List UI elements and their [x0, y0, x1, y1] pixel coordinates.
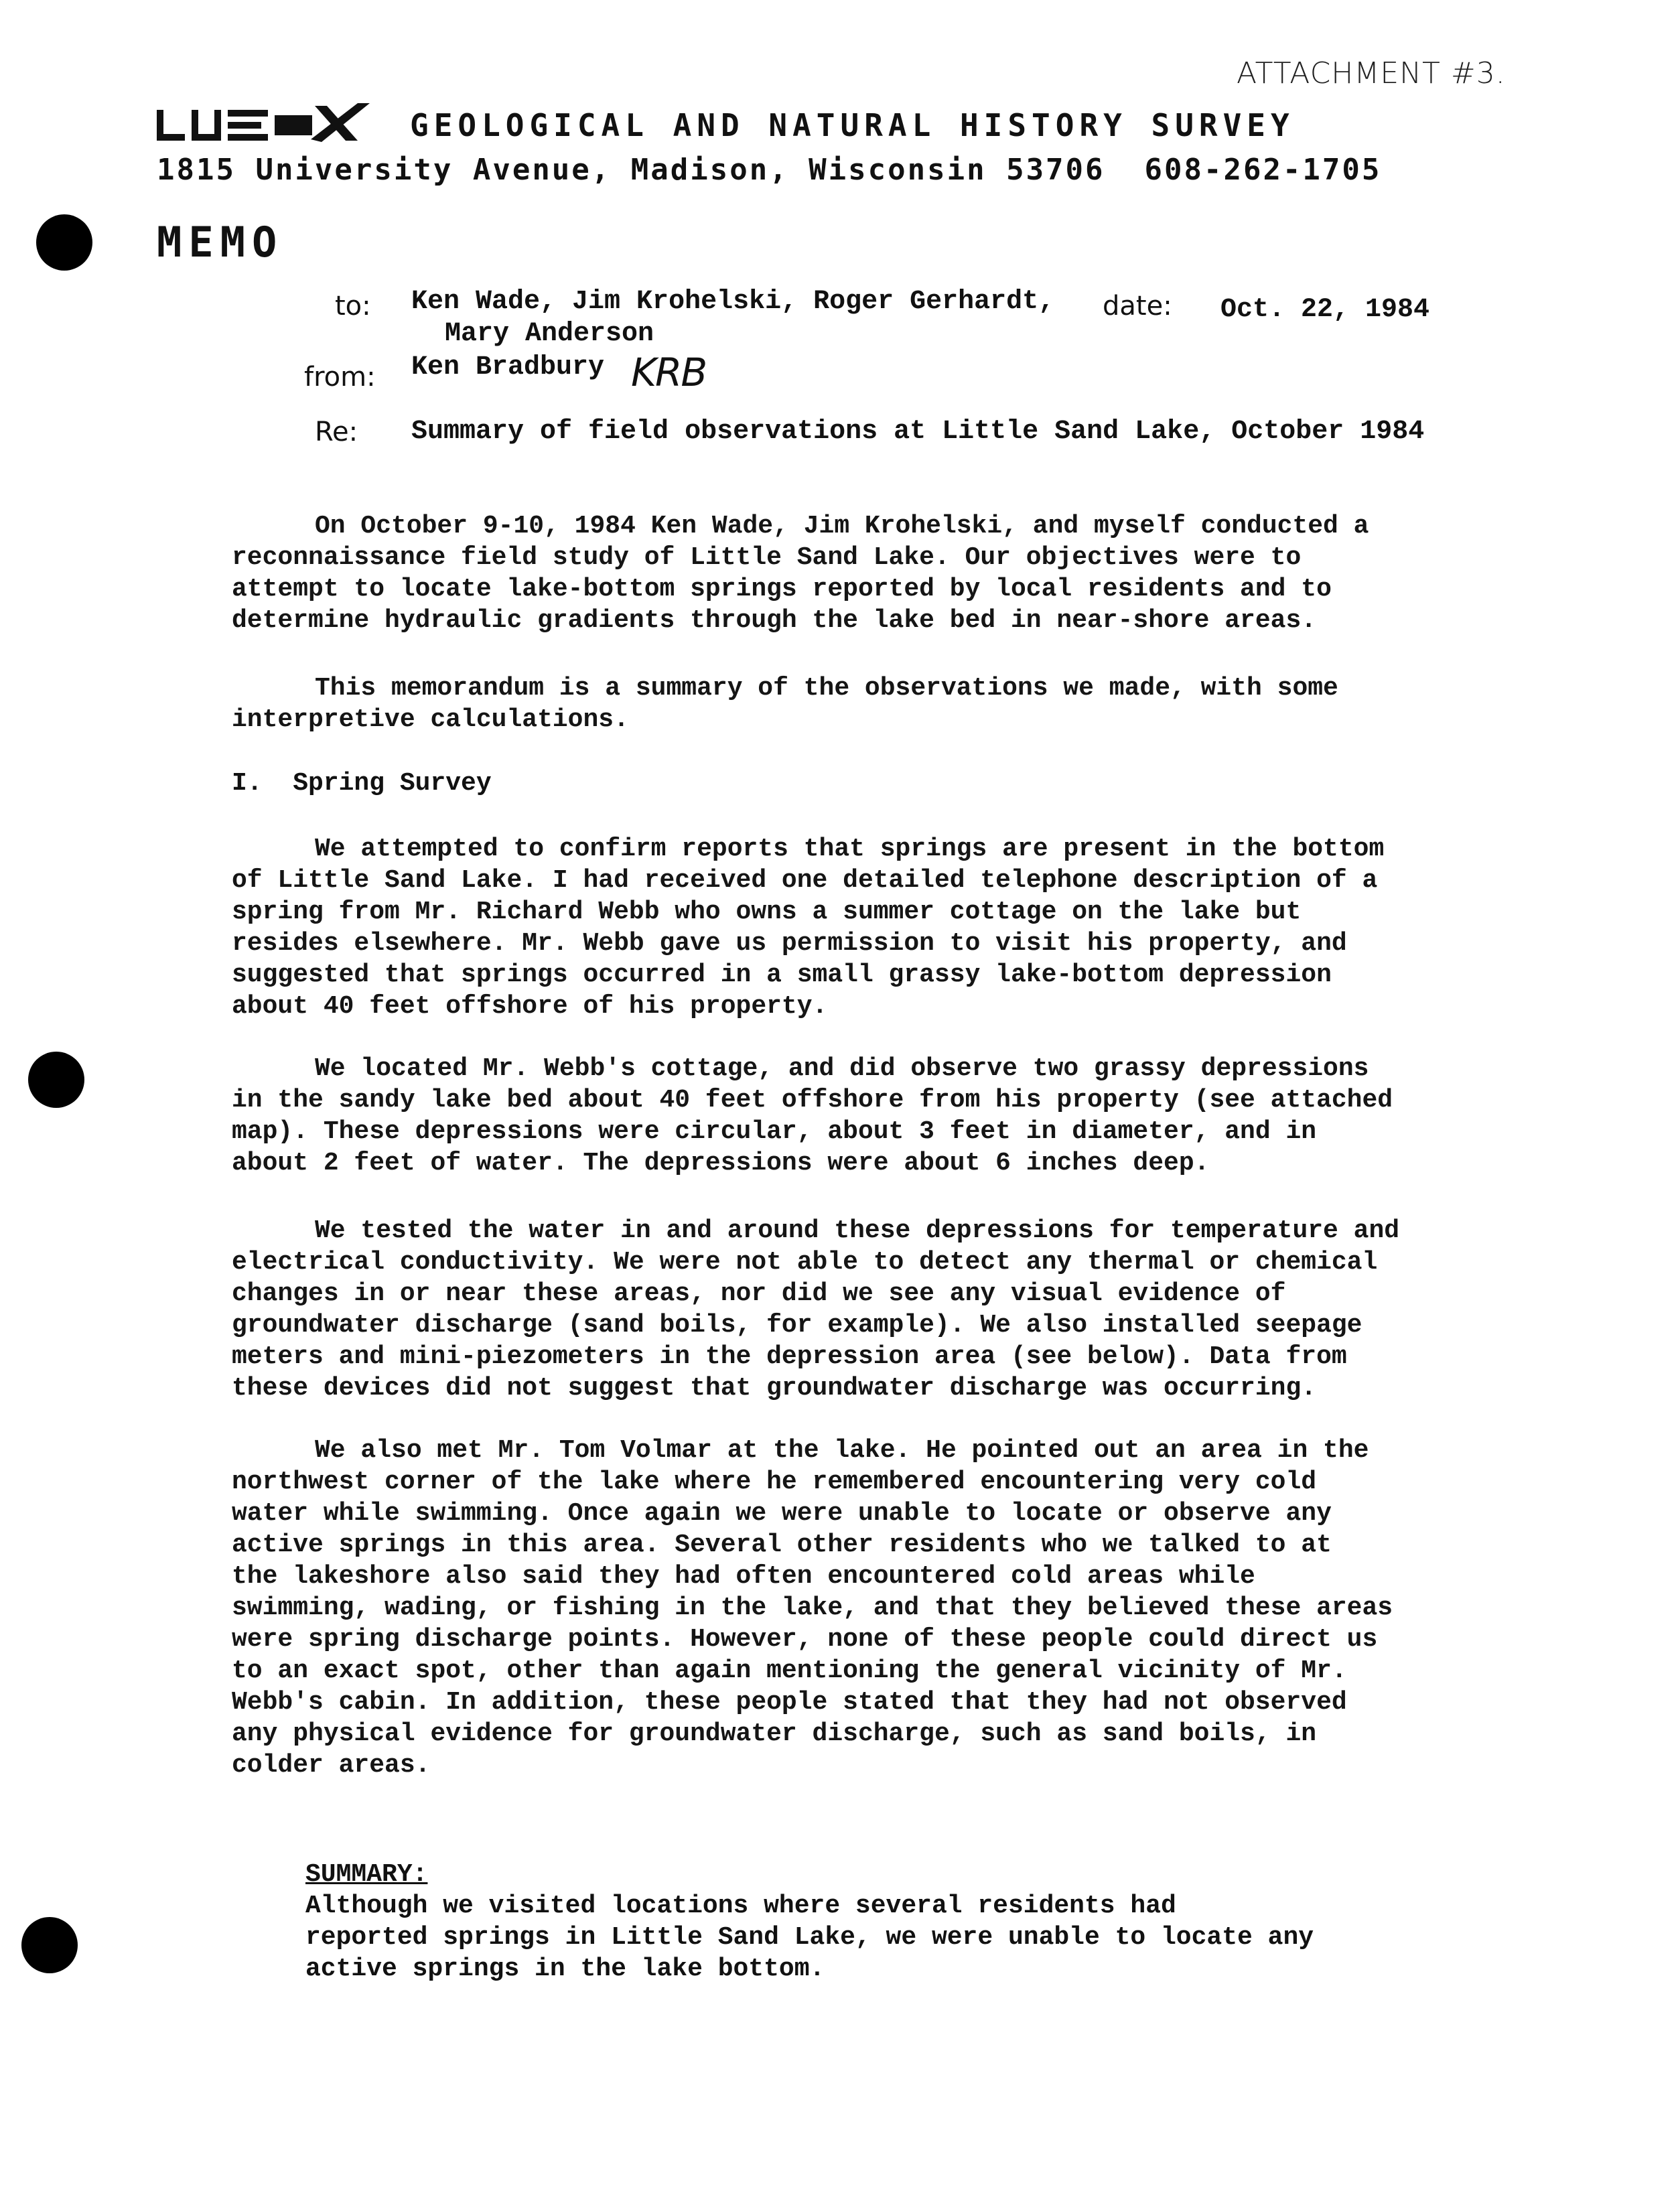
spring-paragraph-3: We tested the water in and around these depressions for temperature and electrical conductivity. We were not able to detect any thermal or chemical changes in or near these areas, nor did we see any visual evidence of groundwater discharge (sand boils, for example). We also installed seepage meters and mini-piezometers in the depression area (see below). Data from these devices did not suggest that groundwater discharge was occurring.	[232, 1216, 1400, 1403]
re-label: Re:	[315, 417, 358, 447]
binder-hole-bottom	[21, 1917, 78, 1973]
handwritten-initials: KRB	[631, 350, 707, 395]
date-label: date:	[1103, 291, 1172, 322]
from-value: Ken Bradbury	[411, 352, 605, 382]
subject-line: Summary of field observations at Little Sand Lake, October 1984	[411, 417, 1425, 447]
spring-paragraph-4: We also met Mr. Tom Volmar at the lake. He pointed out an area in the northwest corner of the lake where he remembered encountering very cold water while swimming. Once again we were unable to locate or observe any active springs in this area. Several other residents who we talked to at the lakeshore also said they had often encountered cold areas while swimming, wading, or fishing in the lake, and that they believed these areas were spring discharge points. However, none of these people could direct us to an exact spot, other than again mentioning the general vicinity of Mr. Webb's cabin. In addition, these people stated that they had not observed any physical evidence for groundwater discharge, such as sand boils, in colder areas.	[232, 1436, 1393, 1780]
section-heading: I. Spring Survey	[232, 769, 492, 798]
date-value: Oct. 22, 1984	[1220, 295, 1430, 325]
from-label: from:	[304, 362, 376, 393]
to-recipients-line2: Mary Anderson	[445, 319, 654, 349]
to-recipients-line1: Ken Wade, Jim Krohelski, Roger Gerhardt,	[411, 287, 1055, 317]
spring-paragraph-1: We attempted to confirm reports that springs are present in the bottom of Little Sand Lake. I had received one detailed telephone description of a spring from Mr. Richard Webb who owns a summer cottage on the lake but resides elsewhere. Mr. Webb gave us permission to visit his property, and suggested that springs occurred in a small grassy lake-bottom depression about 40 feet offshore of his property.	[232, 835, 1385, 1021]
summary-label: SUMMARY:	[305, 1860, 428, 1889]
binder-hole-middle	[28, 1052, 84, 1108]
memo-title: MEMO	[157, 218, 284, 267]
binder-hole-top	[36, 214, 92, 271]
organization-address: 1815 University Avenue, Madison, Wisconsin 53706 608-262-1705	[157, 153, 1382, 187]
to-label: to:	[335, 291, 371, 322]
intro-paragraph: On October 9-10, 1984 Ken Wade, Jim Krohelski, and myself conducted a reconnaissance field study of Little Sand Lake. Our objectives were to attempt to locate lake-bottom springs reported by local residents and to determine hydraulic gradients through the lake bed in near-shore areas.	[232, 512, 1369, 635]
spring-paragraph-2: We located Mr. Webb's cottage, and did observe two grassy depressions in the sandy lake bed about 40 feet offshore from his property (see attached map). These depressions were circular, about 3 feet in diameter, and in about 2 feet of water. The depressions were about 6 inches deep.	[232, 1054, 1393, 1178]
summary-text: Although we visited locations where several residents had reported springs in Little Sand Lake, we were unable to locate any active springs in the lake bottom.	[305, 1892, 1314, 1983]
attachment-label: ATTACHMENT #3.	[1237, 56, 1506, 90]
organization-name: GEOLOGICAL AND NATURAL HISTORY SURVEY	[410, 107, 1295, 143]
survey-logo	[157, 100, 378, 145]
purpose-paragraph: This memorandum is a summary of the observations we made, with some interpretive calculations.	[232, 674, 1338, 734]
summary-block	[305, 1827, 1417, 1985]
